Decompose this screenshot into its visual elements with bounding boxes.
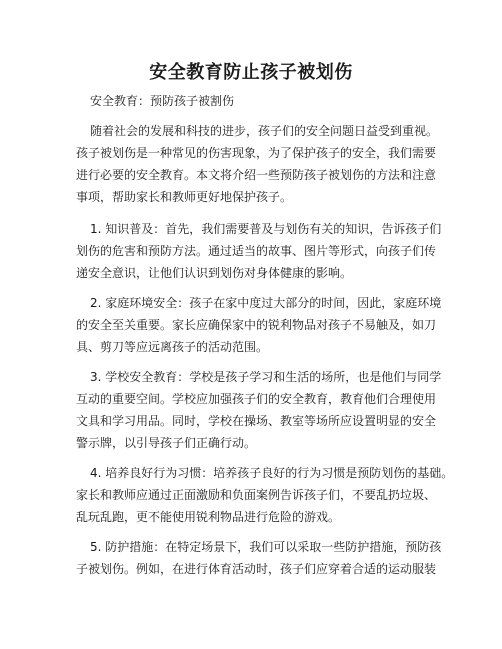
text-line: 4. 培养良好行为习惯：培养孩子良好的行为习惯是预防划伤的基础。 — [90, 466, 454, 480]
text-line: 递安全意识，让他们认识到划伤对身体健康的影响。 — [76, 266, 353, 280]
text-line: 互动的重要空间。学校应加强孩子们的安全教育，教育他们合理使用 — [76, 392, 437, 406]
text-line: 的安全至关重要。家长应确保家中的锐利物品对孩子不易触及，如刀 — [76, 318, 437, 332]
point-4-paragraph — [76, 462, 454, 528]
text-line: 2. 家庭环境安全：孩子在家中度过大部分的时间，因此，家庭环境 — [90, 296, 442, 310]
subtitle-paragraph — [76, 90, 436, 112]
text-line: 孩子被划伤是一种常见的伤害现象，为了保护孩子的安全，我们需要 — [76, 146, 437, 160]
document-title: 安全教育防止孩子被划伤 — [149, 62, 353, 83]
point-1-paragraph — [76, 218, 442, 284]
text-line: 乱玩乱跑，更不能使用锐利物品进行危险的游戏。 — [76, 510, 341, 524]
text-line: 3. 学校安全教育：学校是孩子学习和生活的场所，也是他们与同学 — [90, 370, 442, 384]
text-line: 5. 防护措施：在特定场景下，我们可以采取一些防护措施，预防孩 — [90, 540, 442, 554]
text-line: 随着社会的发展和科技的进步，孩子们的安全问题日益受到重视。 — [90, 124, 439, 138]
text-line: 子被划伤。例如，在进行体育活动时，孩子们应穿着合适的运动服装 — [76, 562, 437, 576]
text-line: 1. 知识普及：首先，我们需要普及与划伤有关的知识，告诉孩子们 — [90, 222, 442, 236]
text-line: 进行必要的安全教育。本文将介绍一些预防孩子被划伤的方法和注意 — [76, 168, 437, 182]
point-2-paragraph — [76, 292, 442, 358]
intro-paragraph — [76, 120, 439, 208]
point-5-paragraph — [76, 536, 442, 580]
text-line: 家长和教师应通过正面激励和负面案例告诉孩子们，不要乱扔垃圾、 — [76, 488, 437, 502]
text-line: 安全教育：预防孩子被割伤 — [90, 94, 235, 108]
text-line: 划伤的危害和预防方法。通过适当的故事、图片等形式，向孩子们传 — [76, 244, 437, 258]
text-line: 警示牌，以引导孩子们正确行动。 — [76, 436, 257, 450]
text-line: 事项，帮助家长和教师更好地保护孩子。 — [76, 190, 293, 204]
text-line: 文具和学习用品。同时，学校在操场、教室等场所应设置明显的安全 — [76, 414, 437, 428]
point-3-paragraph — [76, 366, 442, 454]
text-line: 具、剪刀等应远离孩子的活动范围。 — [76, 340, 269, 354]
